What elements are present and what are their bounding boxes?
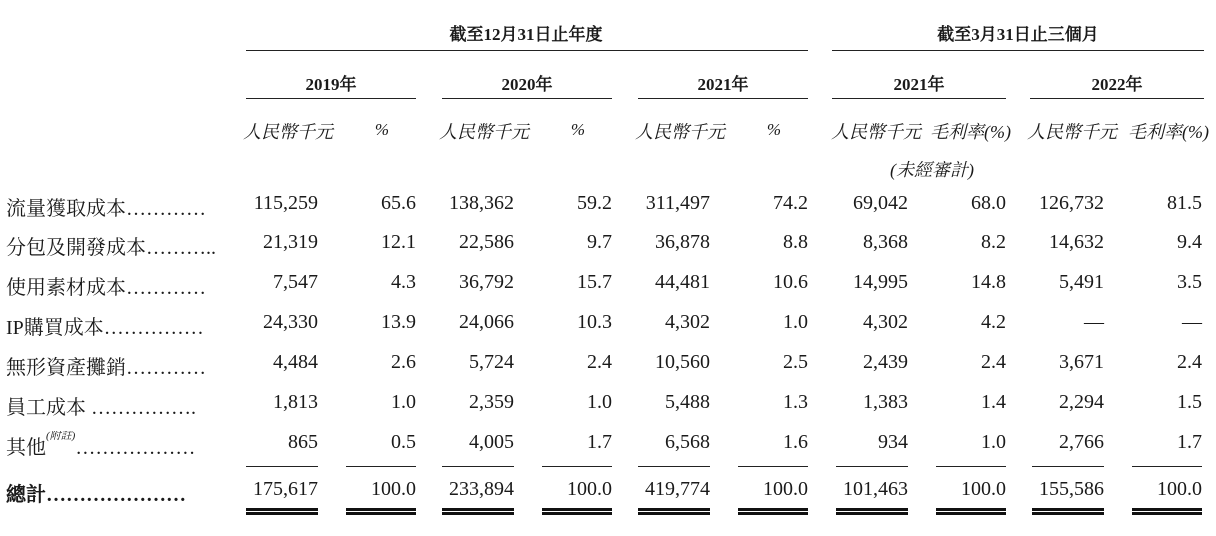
cell-percent: 9.7	[587, 231, 612, 253]
cell-amount: 7,547	[273, 271, 318, 293]
cell-amount: 5,491	[1059, 271, 1104, 293]
cell-percent: 1.0	[391, 391, 416, 413]
cell-percent: 2.4	[1177, 351, 1202, 373]
subtotal-rule	[638, 466, 710, 467]
cell-amount: 22,586	[459, 231, 514, 253]
cell-percent: 10.3	[577, 311, 612, 333]
year-rule-2019	[246, 98, 416, 99]
cell-amount: 6,568	[665, 431, 710, 453]
unit-pct-2021: %	[766, 120, 782, 139]
row-label	[6, 231, 246, 260]
row-label-text: 無形資產攤銷	[6, 357, 126, 379]
year-rule-2020	[442, 98, 612, 99]
unit-rmb-2021: 人民幣千元	[635, 122, 725, 142]
unit-rmb-2021-q1: 人民幣千元	[831, 122, 921, 142]
cell-amount: 10,560	[655, 351, 710, 373]
cell-percent: 2.5	[783, 351, 808, 373]
cell-percent: 59.2	[577, 192, 612, 214]
footnote-marker: (附註)	[46, 431, 76, 442]
unit-pct-2020: %	[570, 120, 586, 139]
row-label	[6, 192, 246, 221]
leader-dots: …………….	[86, 397, 196, 419]
cell-percent: 74.2	[773, 192, 808, 214]
cell-amount: 311,497	[645, 192, 710, 214]
total-double-rule	[836, 508, 908, 515]
cell-percent: 8.2	[981, 231, 1006, 253]
cell-amount: 36,792	[459, 271, 514, 293]
total-amount: 101,463	[843, 478, 908, 500]
group-header-annual: 截至12月31日止年度	[449, 25, 603, 44]
subtotal-rule	[936, 466, 1006, 467]
total-label	[6, 478, 246, 507]
subtotal-rule	[542, 466, 612, 467]
total-amount: 175,617	[253, 478, 318, 500]
cell-percent: 1.0	[783, 311, 808, 333]
cell-amount: 24,330	[263, 311, 318, 333]
cell-percent: 13.9	[381, 311, 416, 333]
cell-amount: 2,439	[863, 351, 908, 373]
cell-amount: 2,294	[1059, 391, 1104, 413]
row-label-text: 使用素材成本	[6, 277, 126, 299]
cell-amount: —	[1084, 311, 1104, 333]
cell-percent: 15.7	[577, 271, 612, 293]
cell-percent: 8.8	[783, 231, 808, 253]
total-double-rule	[1032, 508, 1104, 515]
cell-amount: 24,066	[459, 311, 514, 333]
cell-amount: 36,878	[655, 231, 710, 253]
cell-percent: 2.6	[391, 351, 416, 373]
unit-rmb-2022-q1: 人民幣千元	[1027, 122, 1117, 142]
year-header-2021: 2021年	[697, 75, 749, 94]
row-label-text: 總計	[6, 484, 46, 506]
row-label	[6, 431, 246, 460]
cell-amount: 4,484	[273, 351, 318, 373]
unit-gross-margin-2022-q1: 毛利率(%)	[1128, 122, 1209, 142]
total-double-rule	[936, 508, 1006, 515]
group-header-annual-rule	[246, 50, 808, 51]
cell-amount: 1,813	[273, 391, 318, 413]
year-header-2020: 2020年	[501, 75, 553, 94]
year-header-2021-q1: 2021年	[893, 75, 945, 94]
cell-percent: 0.5	[391, 431, 416, 453]
cell-percent: 14.8	[971, 271, 1006, 293]
cell-amount: 934	[878, 431, 908, 453]
total-percent: 100.0	[567, 478, 612, 500]
leader-dots: ………………	[75, 437, 196, 459]
total-percent: 100.0	[763, 478, 808, 500]
cell-amount: 115,259	[253, 192, 318, 214]
total-amount: 155,586	[1039, 478, 1104, 500]
total-double-rule	[346, 508, 416, 515]
cell-amount: 5,488	[665, 391, 710, 413]
group-header-quarter-rule	[832, 50, 1204, 51]
subtotal-rule	[1032, 466, 1104, 467]
total-percent: 100.0	[1157, 478, 1202, 500]
cell-amount: 69,042	[853, 192, 908, 214]
cell-amount: 21,319	[263, 231, 318, 253]
row-label	[6, 271, 246, 300]
row-label-text: 員工成本	[6, 397, 86, 419]
cell-percent: —	[1182, 311, 1202, 333]
cell-amount: 44,481	[655, 271, 710, 293]
year-header-2022-q1: 2022年	[1091, 75, 1143, 94]
cell-percent: 1.7	[587, 431, 612, 453]
cell-amount: 4,302	[863, 311, 908, 333]
cell-percent: 4.2	[981, 311, 1006, 333]
cell-percent: 1.7	[1177, 431, 1202, 453]
leader-dots: ……………	[103, 317, 204, 339]
leader-dots: …………………	[46, 484, 186, 506]
row-label-text: IP購買成本	[6, 317, 104, 339]
cell-amount: 14,632	[1049, 231, 1104, 253]
cell-percent: 12.1	[381, 231, 416, 253]
cell-percent: 1.0	[981, 431, 1006, 453]
cell-amount: 14,995	[853, 271, 908, 293]
leader-dots: …………	[126, 357, 206, 379]
cell-percent: 1.6	[783, 431, 808, 453]
cell-percent: 4.3	[391, 271, 416, 293]
leader-dots: …………	[126, 277, 206, 299]
cell-amount: 138,362	[449, 192, 514, 214]
total-double-rule	[738, 508, 808, 515]
year-rule-2021-q1	[832, 98, 1006, 99]
year-rule-2022-q1	[1030, 98, 1204, 99]
year-header-2019: 2019年	[305, 75, 357, 94]
row-label	[6, 311, 246, 340]
subtotal-rule	[346, 466, 416, 467]
cell-percent: 1.4	[981, 391, 1006, 413]
unit-rmb-2019: 人民幣千元	[243, 122, 333, 142]
subtotal-rule	[442, 466, 514, 467]
total-double-rule	[246, 508, 318, 515]
subtotal-rule	[246, 466, 318, 467]
cell-amount: 2,359	[469, 391, 514, 413]
cell-amount: 2,766	[1059, 431, 1104, 453]
unit-pct-2019: %	[374, 120, 390, 139]
cell-percent: 9.4	[1177, 231, 1202, 253]
cell-amount: 865	[288, 431, 318, 453]
unaudited-note: (未經審計)	[890, 160, 974, 180]
total-double-rule	[542, 508, 612, 515]
cell-amount: 4,005	[469, 431, 514, 453]
row-label	[6, 391, 246, 420]
cell-amount: 126,732	[1039, 192, 1104, 214]
cell-percent: 1.3	[783, 391, 808, 413]
cell-percent: 81.5	[1167, 192, 1202, 214]
cell-amount: 5,724	[469, 351, 514, 373]
subtotal-rule	[836, 466, 908, 467]
total-percent: 100.0	[371, 478, 416, 500]
total-double-rule	[638, 508, 710, 515]
total-double-rule	[1132, 508, 1202, 515]
cell-percent: 3.5	[1177, 271, 1202, 293]
cell-amount: 8,368	[863, 231, 908, 253]
row-label-text: 分包及開發成本	[6, 237, 146, 259]
cell-amount: 1,383	[863, 391, 908, 413]
cell-percent: 68.0	[971, 192, 1006, 214]
unit-rmb-2020: 人民幣千元	[439, 122, 529, 142]
year-rule-2021	[638, 98, 808, 99]
cell-percent: 2.4	[981, 351, 1006, 373]
row-label	[6, 351, 246, 380]
unit-gross-margin-2021-q1: 毛利率(%)	[930, 122, 1011, 142]
leader-dots: …………	[126, 198, 206, 220]
row-label-text: 流量獲取成本	[6, 198, 126, 220]
cell-percent: 2.4	[587, 351, 612, 373]
cell-percent: 10.6	[773, 271, 808, 293]
cell-percent: 1.5	[1177, 391, 1202, 413]
cell-amount: 3,671	[1059, 351, 1104, 373]
subtotal-rule	[1132, 466, 1202, 467]
total-amount: 419,774	[645, 478, 710, 500]
group-header-quarter: 截至3月31日止三個月	[937, 25, 1099, 44]
subtotal-rule	[738, 466, 808, 467]
total-double-rule	[442, 508, 514, 515]
total-percent: 100.0	[961, 478, 1006, 500]
cell-percent: 65.6	[381, 192, 416, 214]
total-amount: 233,894	[449, 478, 514, 500]
cell-amount: 4,302	[665, 311, 710, 333]
leader-dots: ………..	[146, 237, 216, 259]
cell-percent: 1.0	[587, 391, 612, 413]
row-label-text: 其他	[6, 437, 46, 459]
